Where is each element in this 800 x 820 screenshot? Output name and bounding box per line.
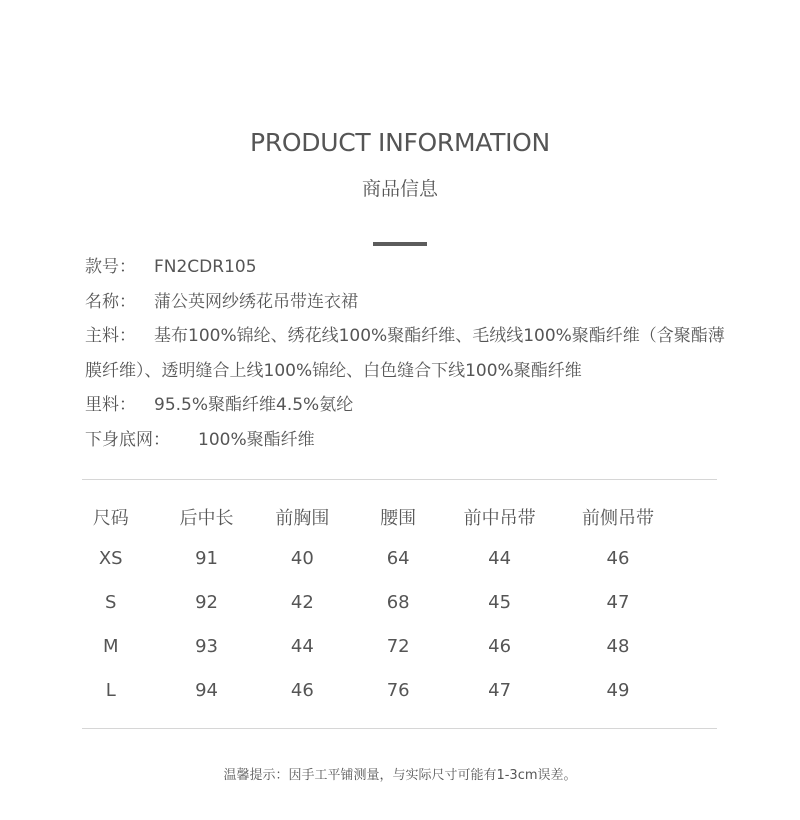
table-cell: 64 <box>386 547 410 569</box>
main-fabric-value: 基布100%锦纶、绣花线100%聚酯纤维、毛绒线100%聚酯纤维（含聚酯薄膜纤维）、透明缝合上线100%锦纶、白色缝合下线100%聚酯纤维 <box>85 326 725 381</box>
table-cell: 45 <box>488 591 512 613</box>
style-no-value: FN2CDR105 <box>154 257 257 277</box>
under-mesh-value: 100%聚酯纤维 <box>198 429 315 450</box>
col-header: 前侧吊带 <box>581 508 654 529</box>
table-cell: 94 <box>195 679 218 701</box>
info-name <box>85 285 725 320</box>
info-style-no <box>85 250 725 285</box>
info-lining <box>85 388 725 423</box>
table-row <box>60 668 680 712</box>
product-info <box>85 250 725 457</box>
main-fabric-label: 主料： <box>85 326 136 346</box>
table-cell: 46 <box>290 679 314 701</box>
table-cell: 91 <box>195 547 218 569</box>
table-cell: 40 <box>290 547 314 569</box>
title-cn: 商品信息 <box>361 178 438 200</box>
measurement-note: 温馨提示：因手工平铺测量，与实际尺寸可能有1-3cm误差。 <box>223 768 577 783</box>
table-cell: 72 <box>386 635 410 657</box>
table-cell: 47 <box>606 591 630 613</box>
table-cell: XS <box>98 547 123 569</box>
table-cell: 76 <box>386 679 410 701</box>
col-header: 前胸围 <box>275 508 330 529</box>
table-cell: 47 <box>488 679 512 701</box>
table-row <box>60 624 680 668</box>
size-table <box>60 498 680 712</box>
table-cell: M <box>102 635 119 657</box>
table-cell: 46 <box>606 547 630 569</box>
col-header: 尺码 <box>92 508 129 529</box>
col-header: 前中吊带 <box>463 508 536 529</box>
table-header-row <box>60 498 680 536</box>
info-under-mesh <box>85 423 725 458</box>
table-row <box>60 536 680 580</box>
table-cell: 68 <box>386 591 410 613</box>
table-cell: 42 <box>290 591 314 613</box>
info-main-fabric <box>85 319 725 388</box>
table-cell: 92 <box>195 591 218 613</box>
divider-top <box>82 479 717 480</box>
lining-value: 95.5%聚酯纤维4.5%氨纶 <box>154 395 354 415</box>
table-cell: 46 <box>488 635 512 657</box>
table-cell: 93 <box>195 635 218 657</box>
title-en: PRODUCT INFORMATION <box>250 128 550 157</box>
style-no-label: 款号： <box>85 257 136 277</box>
table-cell: 48 <box>606 635 630 657</box>
lining-label: 里料： <box>85 395 136 415</box>
table-cell: L <box>105 679 116 701</box>
under-mesh-label: 下身底网： <box>85 429 170 450</box>
table-cell: 44 <box>488 547 512 569</box>
col-header: 后中长 <box>179 508 234 529</box>
name-value: 蒲公英网纱绣花吊带连衣裙 <box>154 291 358 312</box>
table-cell: 44 <box>290 635 314 657</box>
table-cell: S <box>105 591 117 613</box>
col-header: 腰围 <box>380 508 417 529</box>
table-row <box>60 580 680 624</box>
accent-bar <box>373 242 427 246</box>
name-label: 名称： <box>85 291 136 312</box>
divider-bottom <box>82 728 717 729</box>
table-cell: 49 <box>606 679 630 701</box>
